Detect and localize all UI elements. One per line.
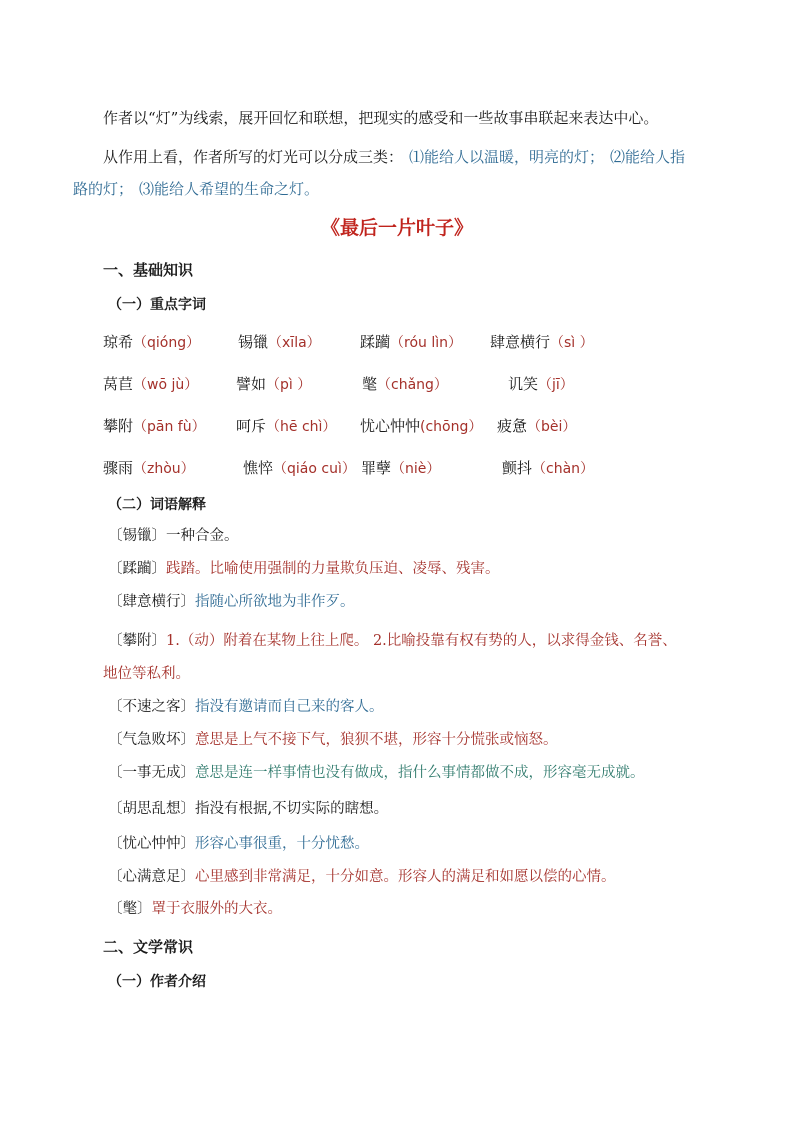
word-item: 呵斥（hē chì）	[236, 417, 337, 435]
definition-item: 〔胡思乱想〕指没有根据,不切实际的瞎想。	[108, 801, 389, 817]
word-item: 蹂躏（róu lìn）	[360, 333, 463, 351]
word-item: 骤雨（zhòu）	[103, 459, 195, 477]
word-item: 讥笑（jī）	[508, 375, 574, 393]
definition-item: 〔攀附〕1.（动）附着在某物上往上爬。 2.比喻投靠有权有势的人，以求得金钱、名誉、	[108, 633, 677, 649]
section-1-sub-2: （二）词语解释	[108, 497, 206, 513]
intro-paragraph-2	[103, 146, 685, 167]
definition-item: 〔忧心忡忡〕形容心事很重，十分忧愁。	[108, 836, 369, 852]
intro-paragraph-2-cont	[73, 178, 319, 199]
section-1-sub-1: （一）重点字词	[108, 297, 206, 313]
definition-item: 〔氅〕罩于衣服外的大衣。	[108, 901, 282, 917]
intro-item-2-cont: 路的灯；	[73, 180, 134, 198]
intro-item-1: ⑴能给人以温暖，明亮的灯；	[409, 148, 605, 166]
definition-item: 〔一事无成〕意思是连一样事情也没有做成，指什么事情都做不成，形容毫无成就。	[108, 765, 645, 781]
definition-item: 〔蹂躏〕践踏。比喻使用强制的力量欺负压迫、凌辱、残害。	[108, 561, 500, 577]
section-2-heading: 二、文学常识	[103, 938, 194, 956]
definition-item: 〔心满意足〕心里感到非常满足，十分如意。形容人的满足和如愿以偿的心情。	[108, 869, 616, 885]
word-item: 锡镴（xīla）	[238, 333, 321, 351]
word-item: 罪孽（niè）	[361, 459, 441, 477]
word-item: 譬如（pì ）	[236, 375, 312, 393]
intro-item-3: ⑶能给人希望的生命之灯。	[139, 180, 320, 198]
definition-item: 〔气急败坏〕意思是上气不接下气，狼狈不堪，形容十分慌张或恼怒。	[108, 732, 558, 748]
word-item: 肆意横行（sì ）	[490, 333, 594, 351]
definition-item: 〔不速之客〕指没有邀请而自己来的客人。	[108, 699, 384, 715]
lesson-title: 《最后一片叶子》	[320, 217, 473, 239]
word-item: 颤抖（chàn）	[502, 459, 595, 477]
definition-item-cont: 地位等私利。	[103, 666, 190, 682]
word-item: 疲惫（bèi）	[497, 417, 577, 435]
word-item: 忧心忡忡(chōng）	[360, 417, 483, 435]
word-item: 氅（chǎng）	[362, 375, 448, 393]
word-item: 攀附（pān fù）	[103, 417, 206, 435]
word-item: 莴苣（wō jù）	[103, 375, 199, 393]
intro-item-2: ⑵能给人指	[610, 148, 686, 166]
intro-paragraph-1: 作者以“灯”为线索，展开回忆和联想，把现实的感受和一些故事串联起来表达中心。	[103, 109, 659, 127]
definition-item: 〔肆意横行〕指随心所欲地为非作歹。	[108, 594, 355, 610]
intro-lead: 从作用上看，作者所写的灯光可以分成三类：	[103, 148, 404, 166]
definition-item: 〔锡镴〕一种合金。	[108, 528, 239, 544]
word-item: 憔悴（qiáo cuì）	[243, 459, 356, 477]
word-item: 琼希（qióng）	[103, 333, 201, 351]
section-1-heading: 一、基础知识	[103, 261, 194, 279]
section-2-sub-1: （一）作者介绍	[108, 974, 206, 990]
